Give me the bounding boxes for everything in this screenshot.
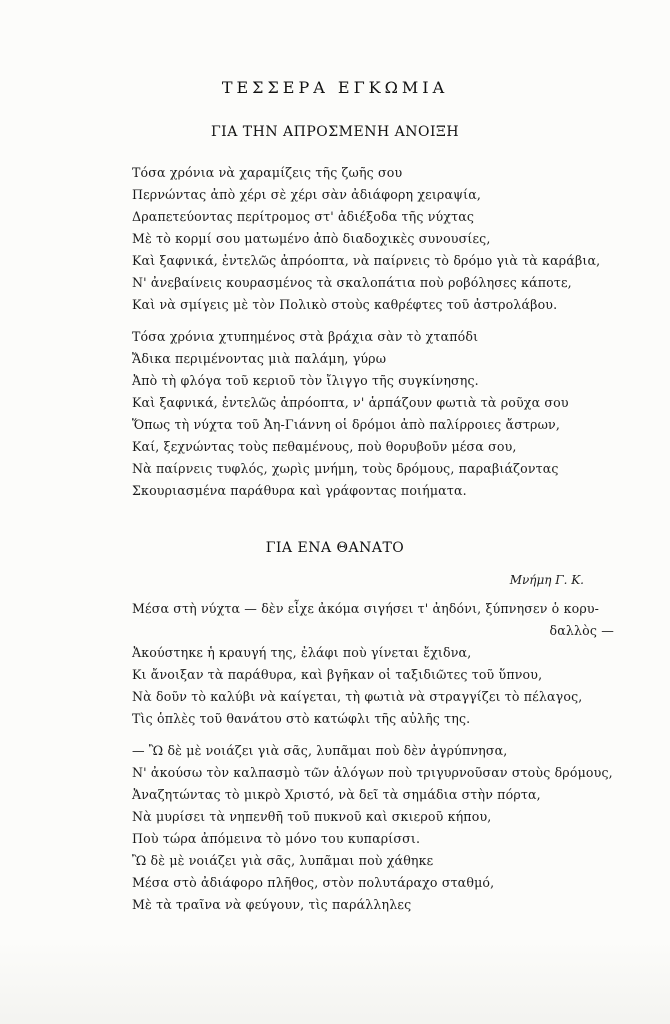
poem1-stanza-1 (132, 162, 632, 316)
poem-line: Περνώντας ἀπὸ χέρι σὲ χέρι σὰν ἀδιάφορη χειραψία, (132, 187, 482, 202)
poem-line-continuation: δαλλὸς — (549, 623, 614, 638)
poem1-stanza-2 (132, 326, 632, 502)
poem-line: Καὶ νὰ σμίγεις μὲ τὸν Πολικὸ στοὺς καθρέφτες τοῦ ἀστρολάβου. (132, 297, 558, 312)
poem-line: Δραπετεύοντας περίτρομος στ' ἀδιέξοδα τῆς νύχτας (132, 209, 475, 224)
poem-line: Ἄδικα περιμένοντας μιὰ παλάμη, γύρω (132, 351, 387, 366)
poem-line: Ὅπως τὴ νύχτα τοῦ Ἀη-Γιάννη οἱ δρόμοι ἀπὸ παλίρροιες ἄστρων, (132, 417, 560, 432)
poem-line: Ὢ δὲ μὲ νοιάζει γιὰ σᾶς, λυπᾶμαι ποὺ χάθηκε (132, 853, 434, 868)
poem-line: Ν' ἀνεβαίνεις κουρασμένος τὰ σκαλοπάτια ποὺ ροβόλησες κάποτε, (132, 275, 572, 290)
poem-line: Νὰ παίρνεις τυφλός, χωρὶς μνήμη, τοὺς δρόμους, παραβιάζοντας (132, 461, 559, 476)
page-bottom-shading (0, 940, 670, 1024)
poem-line: Ἀναζητώντας τὸ μικρὸ Χριστό, νὰ δεῖ τὰ σημάδια στὴν πόρτα, (132, 787, 541, 802)
poem-line: Νὰ μυρίσει τὰ νηπενθῆ τοῦ πυκνοῦ καὶ σκιεροῦ κήπου, (132, 809, 492, 824)
poem-line: Ἀπὸ τὴ φλόγα τοῦ κεριοῦ τὸν ἴλιγγο τῆς συγκίνησης. (132, 373, 479, 388)
poem-line: Ποὺ τώρα ἀπόμεινα τὸ μόνο του κυπαρίσσι. (132, 831, 421, 846)
poem-line: — Ὢ δὲ μὲ νοιάζει γιὰ σᾶς, λυπᾶμαι ποὺ δὲν ἀγρύπνησα, (132, 743, 508, 758)
main-title: ΤΕΣΣΕΡΑ ΕΓΚΩΜΙΑ (221, 78, 449, 97)
poem-line: Καὶ ξαφνικά, ἐντελῶς ἀπρόοπτα, νὰ παίρνεις τὸ δρόμο γιὰ τὰ καράβια, (132, 253, 601, 268)
dedication: Μνήμη Γ. Κ. (509, 573, 584, 587)
poem-line: Μέσα στὴ νύχτα — δὲν εἶχε ἀκόμα σιγήσει τ' ἀηδόνι, ξύπνησεν ὁ κορυ- (132, 601, 600, 616)
poem-line: Μὲ τὰ τραῖνα νὰ φεύγουν, τὶς παράλληλες (132, 897, 412, 912)
poem-line: Κι ἄνοιξαν τὰ παράθυρα, καὶ βγῆκαν οἱ ταξιδιῶτες τοῦ ὕπνου, (132, 667, 543, 682)
poem2-stanza-2 (132, 740, 632, 916)
poem-line: Μέσα στὸ ἀδιάφορο πλῆθος, στὸν πολυτάραχο σταθμό, (132, 875, 495, 890)
poem-line: Μὲ τὸ κορμί σου ματωμένο ἀπὸ διαδοχικὲς συνουσίες, (132, 231, 491, 246)
poem-line: Τὶς ὁπλὲς τοῦ θανάτου στὸ κατώφλι τῆς αὐλῆς της. (132, 711, 471, 726)
poem-line: Σκουριασμένα παράθυρα καὶ γράφοντας ποιήματα. (132, 483, 467, 498)
poem-line: Ν' ἀκούσω τὸν καλπασμὸ τῶν ἀλόγων ποὺ τριγυρνοῦσαν στοὺς δρόμους, (132, 765, 613, 780)
poem2-title: ΓΙΑ ΕΝΑ ΘΑΝΑΤΟ (265, 540, 405, 556)
poem-line: Τόσα χρόνια χτυπημένος στὰ βράχια σὰν τὸ χταπόδι (132, 329, 479, 344)
poem-line: Καὶ ξαφνικά, ἐντελῶς ἀπρόοπτα, ν' ἁρπάζουν φωτιὰ τὰ ροῦχα σου (132, 395, 569, 410)
poem-line: Καί, ξεχνώντας τοὺς πεθαμένους, ποὺ θορυβοῦν μέσα σου, (132, 439, 517, 454)
poem2-stanza-1 (132, 598, 632, 730)
poem-line: Νὰ δοῦν τὸ καλύβι νὰ καίγεται, τὴ φωτιὰ νὰ στραγγίζει τὸ πέλαγος, (132, 689, 583, 704)
poem-line: Ἀκούστηκε ἡ κραυγή της, ἐλάφι ποὺ γίνεται ἔχιδνα, (132, 645, 472, 660)
poem1-title: ΓΙΑ ΤΗΝ ΑΠΡΟΣΜΕΝΗ ΑΝΟΙΞΗ (210, 124, 460, 140)
poem-line: Τόσα χρόνια νὰ χαραμίζεις τῆς ζωῆς σου (132, 165, 403, 180)
